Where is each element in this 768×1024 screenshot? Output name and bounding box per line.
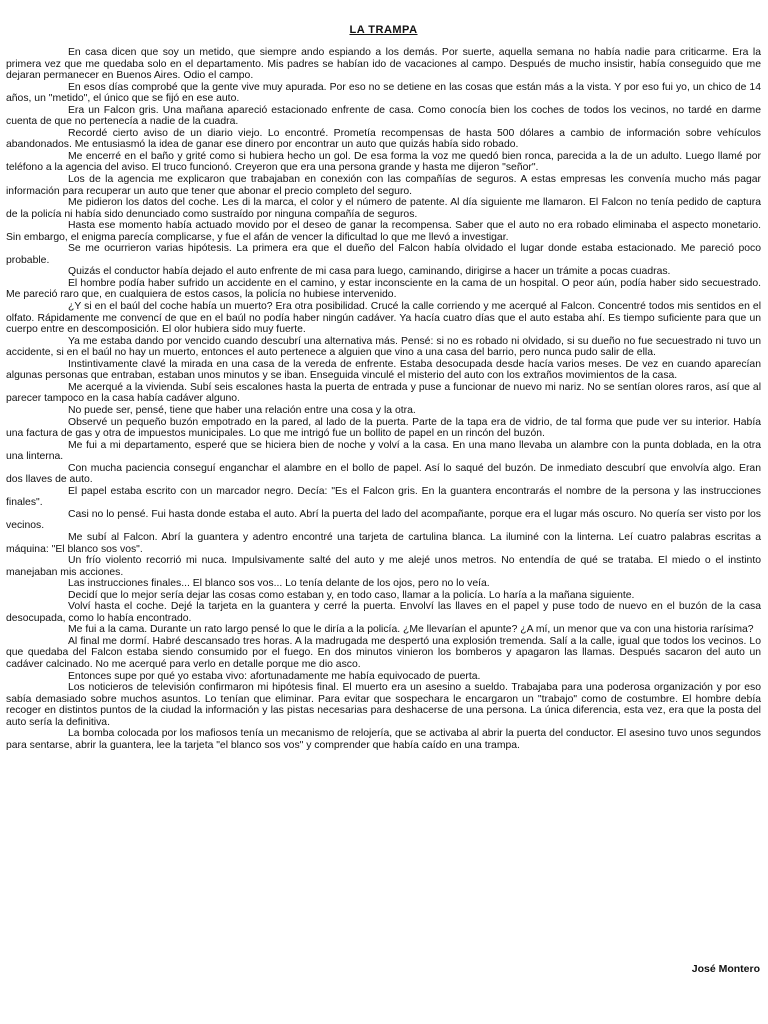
document-page [6, 24, 761, 751]
story-paragraph: Hasta ese momento había actuado movido por el deseo de ganar la recompensa. Saber que el auto no era robado eliminaba el aspecto monetario. Sin embargo, el enigma parecía complicarse, y fue el afán de vencer la dificultad lo que me llevó a investigar. [6, 220, 761, 243]
story-paragraph: Quizás el conductor había dejado el auto enfrente de mi casa para luego, caminando, dirigirse a hacer un trámite a pocas cuadras. [68, 266, 671, 278]
story-paragraph: Casi no lo pensé. Fui hasta donde estaba el auto. Abrí la puerta del lado del acompañante, porque era el lugar más oscuro. No quería ser visto por los vecinos. [6, 508, 761, 532]
story-paragraph: Era un Falcon gris. Una mañana apareció estacionado enfrente de casa. Como conocía bien los coches de todos los vecinos, no tardé en darme cuenta de que no pertenecía a nadie de la cuadra. [6, 104, 761, 128]
story-paragraph: No puede ser, pensé, tiene que haber una relación entre una cosa y la otra. [68, 404, 416, 416]
story-paragraph: Los de la agencia me explicaron que trabajaban en conexión con las compañías de seguros. A estas empresas les convenía mucho más pagar información para recuperar un auto que tener que abonar el precio completo del seguro. [6, 174, 761, 197]
story-paragraph: Decidí que lo mejor sería dejar las cosas como estaban y, en todo caso, llamar a la policía. Lo haría a la mañana siguiente. [68, 589, 635, 601]
story-paragraph: Instintivamente clavé la mirada en una casa de la vereda de enfrente. Estaba desocupada desde hacía varios meses. De vez en cuando aparecían algunas personas que entraban, estaban unos minutos y se iban. Enseguida vinculé el misterio del auto con los extraños movimientos de la casa. [6, 358, 761, 382]
story-paragraph: La bomba colocada por los mafiosos tenía un mecanismo de relojería, que se activaba al abrir la puerta del conductor. El asesino tuvo unos segundos para sentarse, abrir la guantera, lee la tarjeta "el blanco sos vos" y comprender que había caído en una trampa. [6, 728, 761, 751]
story-paragraph: Me encerré en el baño y grité como si hubiera hecho un gol. De esa forma la voz me quedó bien ronca, parecida a la de un adulto. Luego llamé por teléfono a la agencia del aviso. El truco funcionó. Creyeron que era una persona grande y hasta me dijeron "señor". [6, 150, 761, 174]
story-paragraph: El papel estaba escrito con un marcador negro. Decía: "Es el Falcon gris. En la guantera encontrarás el nombre de la persona y las instrucciones finales". [6, 485, 761, 509]
story-paragraph: Observé un pequeño buzón empotrado en la pared, al lado de la puerta. Parte de la tapa era de vidrio, de tal forma que pude ver su interior. Había una factura de gas y otra de impuestos municipales. Lo que me intrigó fue un bollito de papel en un rincón del buzón. [6, 416, 761, 440]
story-paragraph: El hombre podía haber sufrido un accidente en el camino, y estar inconsciente en la cama de un hospital. O peor aún, podía haber sido secuestrado. Me pareció raro que, en cualquiera de estos casos, la policía no hubiese intervenido. [6, 277, 761, 301]
story-paragraph: Con mucha paciencia conseguí enganchar el alambre en el bollo de papel. Así lo saqué del buzón. De inmediato descubrí que envolvía algo. Eran dos llaves de auto. [6, 462, 761, 486]
story-paragraph: Me fui a la cama. Durante un rato largo pensé lo que le diría a la policía. ¿Me llevarían el apunte? ¿A mí, un menor que va con una historia rarísima? [68, 624, 754, 636]
story-paragraph: Un frío violento recorrió mi nuca. Impulsivamente salté del auto y me alejé unos metros. No entendía de qué se trataba. El miedo o el instinto manejaban mis acciones. [6, 555, 761, 578]
story-paragraph: Recordé cierto aviso de un diario viejo. Lo encontré. Prometía recompensas de hasta 500 dólares a cambio de información sobre vehículos abandonados. Me entusiasmó la idea de ganar ese dinero por encontrar un auto que quizás había sido robado. [6, 127, 761, 151]
story-paragraph: Entonces supe por qué yo estaba vivo: afortunadamente me había equivocado de puerta. [68, 670, 481, 682]
story-paragraph: Los noticieros de televisión confirmaron mi hipótesis final. El muerto era un asesino a sueldo. Trabajaba para una poderosa organización y por eso sabía demasiado sobre muchos asuntos. Lo tenían que eliminar. Para evitar que sospechara le encargaron un "trabajo" como de costumbre. El hombre debía recoger en distintos puntos de la ciudad la información y las pistas necesarias para deshacerse de una persona. La única diferencia, esta vez, era que la posta del auto sería la definitiva. [6, 682, 761, 728]
story-paragraph: En casa dicen que soy un metido, que siempre ando espiando a los demás. Por suerte, aquella semana no había nadie para criticarme. Era la primera vez que me quedaba solo en el departamento. Mis padres se habían ido de vacaciones al campo. Después de mucho insistir, había conseguido que me dejaran permanecer en Buenos Aires. Odio el campo. [6, 47, 761, 82]
story-paragraph: Me acerqué a la vivienda. Subí seis escalones hasta la puerta de entrada y puse a funcionar de nuevo mi nariz. No se sentían olores raros, así que al parecer tampoco en la casa había cadáver alguno. [6, 381, 761, 405]
story-paragraph: Las instrucciones finales... El blanco sos vos... Lo tenía delante de los ojos, pero no lo veía. [68, 578, 490, 590]
story-paragraph: En esos días comprobé que la gente vive muy apurada. Por eso no se detiene en las cosas que están más a la vista. Y por eso fui yo, un chico de 14 años, un "metido", el único que se fijó en ese auto. [6, 81, 761, 105]
story-paragraph: Me fui a mi departamento, esperé que se hiciera bien de noche y volví a la casa. En una mano llevaba un alambre con la punta doblada, en la otra una linterna. [6, 439, 761, 463]
story-paragraph: Se me ocurrieron varias hipótesis. La primera era que el dueño del Falcon había olvidado el lugar donde estaba estacionado. Me pareció poco probable. [6, 243, 761, 266]
story-paragraph: Me subí al Falcon. Abrí la guantera y adentro encontré una tarjeta de cartulina blanca. La iluminé con la linterna. Leí cuatro palabras escritas a máquina: "El blanco sos vos". [6, 531, 761, 555]
story-paragraph: Ya me estaba dando por vencido cuando descubrí una alternativa más. Pensé: si no es robado ni olvidado, si su dueño no fue secuestrado ni tuvo un accidente, si en el baúl no hay un muerto, entonces el auto pertenece a alguien que vino a una casa del barrio, pero nunca pudo salir de ella. [6, 335, 761, 359]
story-title: LA TRAMPA [349, 24, 418, 36]
author-signature: José Montero [691, 963, 760, 975]
story-paragraph: ¿Y si en el baúl del coche había un muerto? Era otra posibilidad. Crucé la calle corriendo y me acerqué al Falcon. Concentré todos mis sentidos en el olfato. Rápidamente me convencí de que en el baúl no podía haber ningún cadáver. Ya hacía cuatro días que el auto estaba ahí. Es tiempo suficiente para que un cuerpo entre en descomposición. El olor hubiera sido muy fuerte. [6, 301, 761, 336]
story-paragraph: Al final me dormí. Habré descansado tres horas. A la madrugada me despertó una explosión tremenda. Salí a la calle, igual que todos los vecinos. Lo que quedaba del Falcon estaba siendo consumido por el fuego. En dos minutos vinieron los bomberos y apagaron las llamas. Después sacaron del auto un cadáver calcinado. No me acerqué para verlo en detalle porque me dio asco. [6, 635, 761, 670]
story-paragraph: Me pidieron los datos del coche. Les di la marca, el color y el número de patente. Al día siguiente me llamaron. El Falcon no tenía pedido de captura de la policía ni había sido denunciado como sustraído por ninguna compañía de seguros. [6, 197, 761, 220]
story-body [6, 47, 761, 751]
story-paragraph: Volví hasta el coche. Dejé la tarjeta en la guantera y cerré la puerta. Envolví las llaves en el papel y puse todo de nuevo en el buzón de la casa desocupada, como lo había encontrado. [6, 601, 761, 624]
